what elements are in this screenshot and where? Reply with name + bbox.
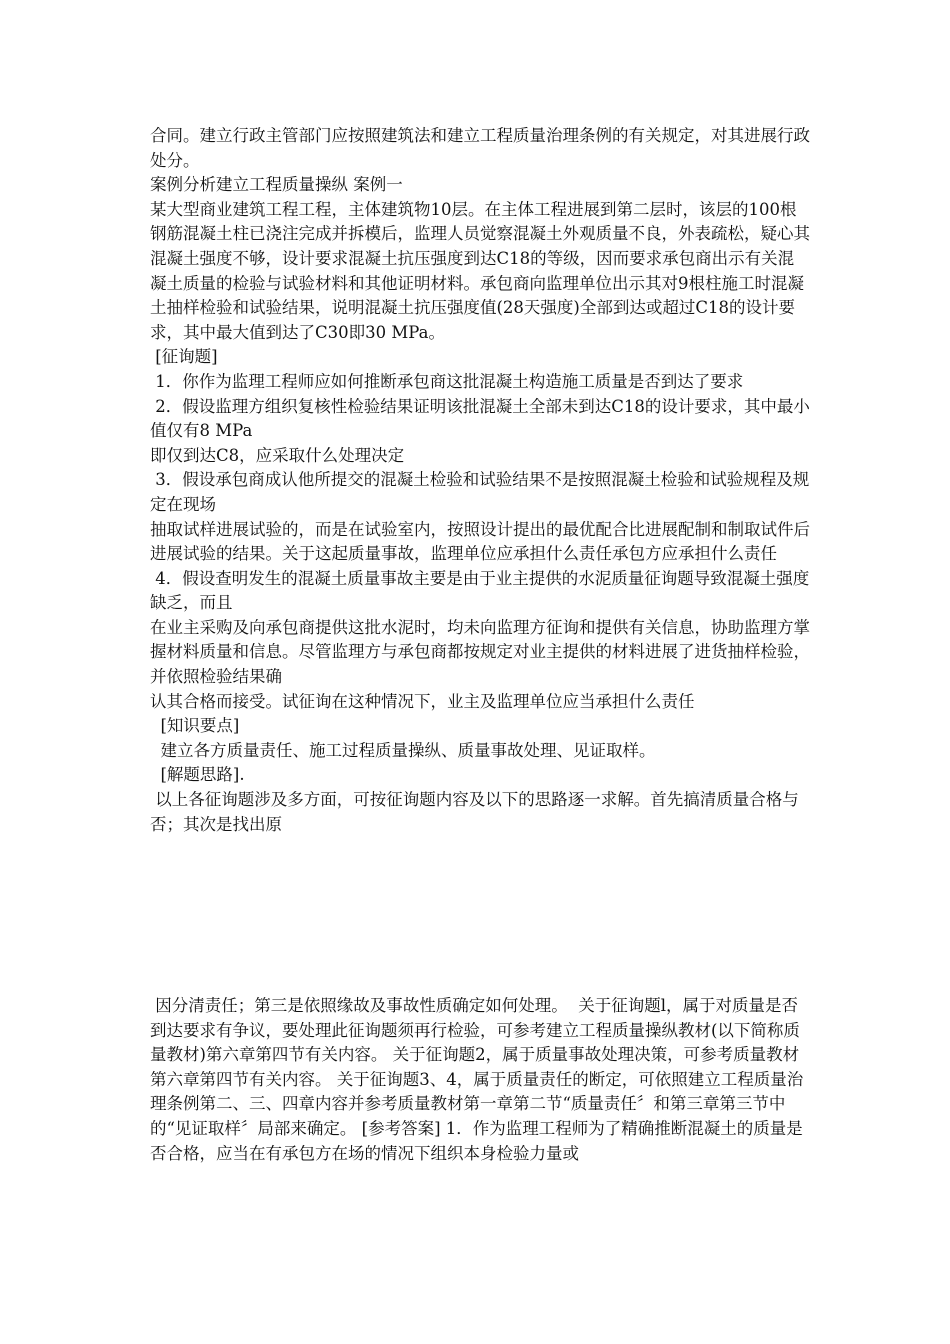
question-4-ending: 认其合格而接受。试征询在这种情况下，业主及监理单位应当承担什么责任 xyxy=(150,691,695,711)
paragraph-contract-closing: 合同。建立行政主管部门应按照建筑法和建立工程质量治理条例的有关规定，对其进展行政处分。 xyxy=(150,126,810,170)
question-2-continued: 即仅到达C8，应采取什么处理决定 xyxy=(150,445,405,465)
case-description: 某大型商业建筑工程工程，主体建筑物10层。在主体工程进展到第二层时，该层的100根钢筋混凝土柱已浇注完成并拆模后，监理人员觉察混凝土外观质量不良，外表疏松，疑心其混凝土强度不够，设计要求混凝土抗压强度到达C18的等级，因而要求承包商出示有关混凝土质量的检验与试验材料和其他证明材料。承包商向监理单位出示其对9根柱施工时混凝土抽样检验和试验结果，说明混凝土抗压强度值(28天强度)全部到达或超过C18的设计要求，其中最大值到达了C30即30 MPa。 xyxy=(150,199,810,342)
question-3-continued: 抽取试样进展试验的，而是在试验室内，按照设计提出的最优配合比进展配制和制取试件后进展试验的结果。关于这起质量事故，监理单位应承担什么责任承包方应承担什么责任 xyxy=(150,519,810,564)
knowledge-points: 建立各方质量责任、施工过程质量操纵、质量事故处理、见证取样。 xyxy=(150,740,656,760)
case-heading: 案例分析建立工程质量操纵 案例一 xyxy=(150,175,403,195)
text-section-two xyxy=(150,994,810,1166)
questions-heading: [征询题] xyxy=(150,347,218,367)
question-3: 3．假设承包商成认他所提交的混凝土检验和试验结果不是按照混凝土检验和试验规程及规定在现场 xyxy=(150,470,810,514)
analysis-and-answer: 因分清责任；第三是依照缘故及事故性质确定如何处理。 关于征询题l，属于对质量是否到达要求有争议，要处理此征询题须再行检验，可参考建立工程质量操纵教材(以下简称质量教材)第六章第四节有关内容。 关于征询题2，属于质量事故处理决策，可参考质量教材第六章第四节有关内容。 关于征询题3、4，属于质量责任的断定，可依照建立工程质量治理条例第二、三、四章内容并参考质量教材第一章第二节“质量责任〞和第三章第三节中的“见证取样〞局部来确定。 [参考答案] 1．作为监理工程师为了精确推断混凝土的质量是否合格，应当在有承包方在场的情况下组织本身检验力量或 xyxy=(150,996,804,1163)
solution-approach-heading: [解题思路]. xyxy=(150,765,245,785)
question-1: 1．你作为监理工程师应如何推断承包商这批混凝土构造施工质量是否到达了要求 xyxy=(150,371,744,391)
solution-approach: 以上各征询题涉及多方面，可按征询题内容及以下的思路逐一求解。首先搞清质量合格与否；其次是找出原 xyxy=(150,790,799,834)
text-section-one xyxy=(150,124,810,837)
question-2: 2．假设监理方组织复核性检验结果证明该批混凝土全部未到达C18的设计要求，其中最小值仅有8 MPa xyxy=(150,396,810,441)
knowledge-points-heading: [知识要点] xyxy=(150,716,240,736)
question-4-continued: 在业主采购及向承包商提供这批水泥时，均未向监理方征询和提供有关信息，协助监理方掌握材料质量和信息。尽管监理方与承包商都按规定对业主提供的材料进展了进货抽样检验，并依照检验结果确 xyxy=(150,617,810,687)
question-4: 4．假设查明发生的混凝土质量事故主要是由于业主提供的水泥质量征询题导致混凝土强度缺乏，而且 xyxy=(150,568,810,613)
